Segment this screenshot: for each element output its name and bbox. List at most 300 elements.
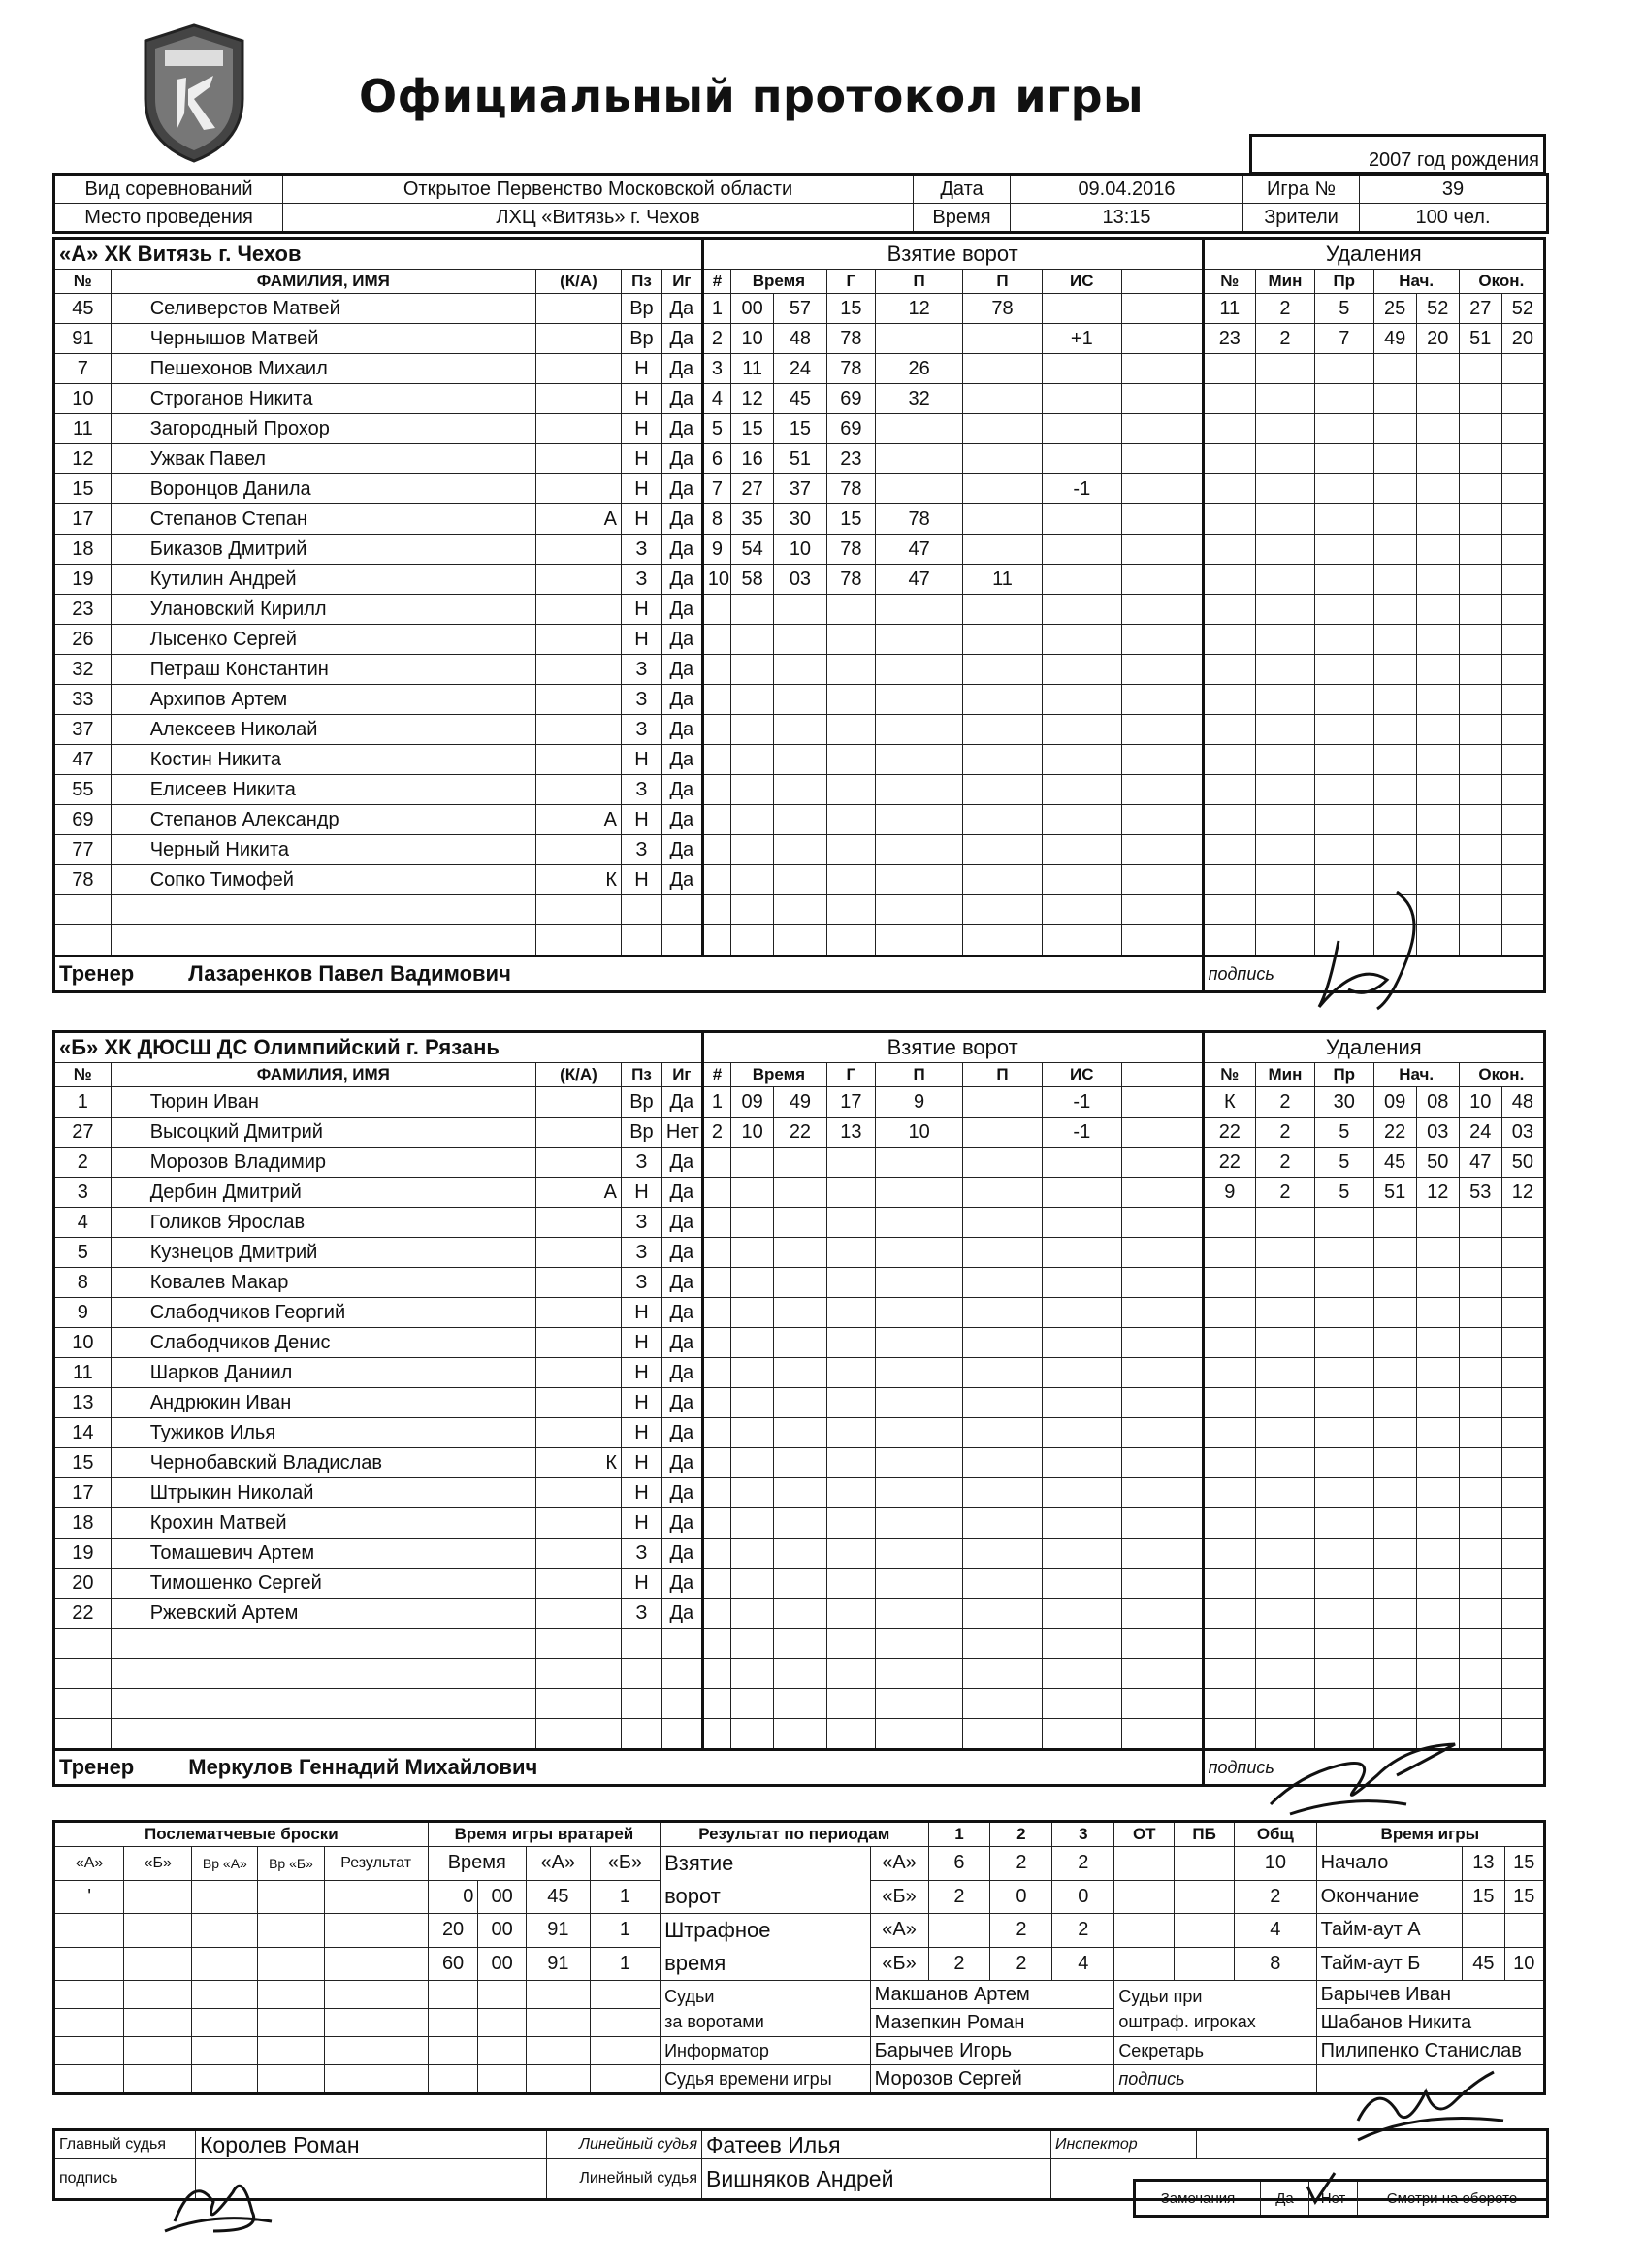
table-row bbox=[54, 775, 1545, 805]
goal-number bbox=[702, 1659, 730, 1689]
penalty-start-min bbox=[1373, 1238, 1416, 1268]
penalty-minutes bbox=[1256, 1358, 1315, 1388]
goal-extra bbox=[1121, 835, 1203, 865]
referee-signature bbox=[155, 2154, 281, 2241]
goal-number bbox=[702, 835, 730, 865]
goal-extra bbox=[1121, 414, 1203, 444]
player-position: Н bbox=[621, 474, 661, 504]
penalty-player bbox=[1203, 1208, 1256, 1238]
col-no: № bbox=[54, 270, 112, 294]
goal-assist-2: 78 bbox=[963, 294, 1043, 324]
player-position: Вр bbox=[621, 324, 661, 354]
player-position: Н bbox=[621, 745, 661, 775]
penalty-end-sec bbox=[1501, 625, 1544, 655]
goal-number bbox=[702, 1208, 730, 1238]
goal-extra bbox=[1121, 294, 1203, 324]
goal-assist-2 bbox=[963, 595, 1043, 625]
penalty-end-min bbox=[1459, 1238, 1501, 1268]
penalty-end-sec bbox=[1501, 1569, 1544, 1599]
pim-b-3: 4 bbox=[1052, 1947, 1114, 1981]
penalty-player bbox=[1203, 835, 1256, 865]
penalty-end-sec bbox=[1501, 444, 1544, 474]
goals-label bbox=[661, 1847, 871, 1914]
goal-assist-2 bbox=[963, 1358, 1043, 1388]
informer-value: Барычев Игорь bbox=[870, 2037, 1114, 2065]
penalty-minutes: 2 bbox=[1256, 294, 1315, 324]
penalty-minutes bbox=[1256, 1448, 1315, 1478]
penalty-start-sec bbox=[1416, 1418, 1459, 1448]
penalty-start-sec bbox=[1416, 655, 1459, 685]
goal-number: 1 bbox=[702, 1087, 730, 1118]
penalty-end-sec bbox=[1501, 595, 1544, 625]
player-name bbox=[111, 1719, 535, 1750]
penalty-end-min bbox=[1459, 835, 1501, 865]
penalty-end-min: 10 bbox=[1459, 1087, 1501, 1118]
penalty-reason bbox=[1314, 1659, 1373, 1689]
penalty-minutes: 2 bbox=[1256, 1118, 1315, 1148]
penalty-reason bbox=[1314, 745, 1373, 775]
player-played bbox=[661, 1689, 702, 1719]
penalty-start-min bbox=[1373, 354, 1416, 384]
remarks-yes: Да bbox=[1261, 2181, 1309, 2217]
penalty-start-min bbox=[1373, 1268, 1416, 1298]
gk-row2-a: 91 bbox=[526, 1914, 590, 1948]
player-position: Н bbox=[621, 1328, 661, 1358]
penalty-start-sec: 20 bbox=[1416, 324, 1459, 354]
goal-situation bbox=[1042, 1328, 1121, 1358]
end-label: Окончание bbox=[1316, 1880, 1463, 1914]
secretary-signature bbox=[1339, 2053, 1513, 2150]
goal-situation bbox=[1042, 1599, 1121, 1629]
penalty-minutes bbox=[1256, 595, 1315, 625]
player-role bbox=[535, 655, 621, 685]
goal-assist-1 bbox=[876, 1268, 963, 1298]
player-played: Да bbox=[661, 1569, 702, 1599]
player-name: Крохин Матвей bbox=[111, 1508, 535, 1539]
penalty-end-min bbox=[1459, 1689, 1501, 1719]
player-position: Н bbox=[621, 1478, 661, 1508]
goal-assist-1 bbox=[876, 1148, 963, 1178]
penalty-minutes bbox=[1256, 715, 1315, 745]
penalty-reason bbox=[1314, 835, 1373, 865]
col-pen-no: № bbox=[1203, 1063, 1256, 1087]
col-play: Иг bbox=[661, 1063, 702, 1087]
player-name: Ужвак Павел bbox=[111, 444, 535, 474]
penalty-end-min bbox=[1459, 474, 1501, 504]
penalty-start-sec bbox=[1416, 504, 1459, 535]
penalty-start-sec bbox=[1416, 1238, 1459, 1268]
player-role bbox=[535, 1388, 621, 1418]
goal-scorer bbox=[826, 1328, 875, 1358]
penalty-player bbox=[1203, 1508, 1256, 1539]
player-role bbox=[535, 414, 621, 444]
goal-minute bbox=[731, 715, 774, 745]
penalty-start-sec bbox=[1416, 835, 1459, 865]
penalty-player bbox=[1203, 1659, 1256, 1689]
player-played: Да bbox=[661, 1298, 702, 1328]
see-back: Смотри на обороте bbox=[1358, 2181, 1548, 2217]
penalty-end-sec bbox=[1501, 1388, 1544, 1418]
goal-number bbox=[702, 1508, 730, 1539]
goal-extra bbox=[1121, 625, 1203, 655]
goal-scorer bbox=[826, 895, 875, 925]
secretary-signature-label: подпись bbox=[1114, 2065, 1316, 2094]
player-position: Вр bbox=[621, 1118, 661, 1148]
table-row bbox=[54, 1418, 1545, 1448]
team-title: «А» ХК Витязь г. Чехов bbox=[54, 239, 703, 270]
goal-second bbox=[774, 595, 827, 625]
goal-situation bbox=[1042, 865, 1121, 895]
goal-number bbox=[702, 1358, 730, 1388]
goal-situation bbox=[1042, 655, 1121, 685]
player-name: Ржевский Артем bbox=[111, 1599, 535, 1629]
goal-minute bbox=[731, 1629, 774, 1659]
penalty-start-sec bbox=[1416, 1208, 1459, 1238]
goal-scorer bbox=[826, 1448, 875, 1478]
goal-assist-1 bbox=[876, 1539, 963, 1569]
penalty-player bbox=[1203, 535, 1256, 565]
penalty-reason bbox=[1314, 1689, 1373, 1719]
goal-assist-2 bbox=[963, 805, 1043, 835]
start-label: Начало bbox=[1316, 1847, 1463, 1881]
penalty-minutes bbox=[1256, 1569, 1315, 1599]
goal-scorer bbox=[826, 625, 875, 655]
penalty-minutes bbox=[1256, 384, 1315, 414]
period-1: 1 bbox=[928, 1822, 990, 1847]
table-row bbox=[54, 1268, 1545, 1298]
player-name: Архипов Артем bbox=[111, 685, 535, 715]
penalty-start-sec bbox=[1416, 444, 1459, 474]
goal-extra bbox=[1121, 354, 1203, 384]
table-row bbox=[54, 1238, 1545, 1268]
table-row bbox=[54, 354, 1545, 384]
penalty-reason bbox=[1314, 444, 1373, 474]
player-number: 69 bbox=[54, 805, 112, 835]
player-role bbox=[535, 925, 621, 956]
goal-situation bbox=[1042, 685, 1121, 715]
goal-situation bbox=[1042, 1719, 1121, 1750]
goal-situation bbox=[1042, 504, 1121, 535]
goal-scorer: 69 bbox=[826, 414, 875, 444]
goal-scorer bbox=[826, 1148, 875, 1178]
penalty-player bbox=[1203, 1629, 1256, 1659]
player-role bbox=[535, 685, 621, 715]
table-row bbox=[54, 294, 1545, 324]
goal-assist-2 bbox=[963, 835, 1043, 865]
penalty-end-sec bbox=[1501, 655, 1544, 685]
penalty-reason bbox=[1314, 1238, 1373, 1268]
goal-situation bbox=[1042, 565, 1121, 595]
penalty-player bbox=[1203, 655, 1256, 685]
penalty-start-min bbox=[1373, 1478, 1416, 1508]
penalty-reason bbox=[1314, 1569, 1373, 1599]
penalty-start-min bbox=[1373, 685, 1416, 715]
penalty-end-sec bbox=[1501, 805, 1544, 835]
goal-minute bbox=[731, 685, 774, 715]
goal-assist-2 bbox=[963, 865, 1043, 895]
goal-extra bbox=[1121, 324, 1203, 354]
penalty-start-min bbox=[1373, 595, 1416, 625]
penalty-end-min bbox=[1459, 1298, 1501, 1328]
pim-a-ot bbox=[1114, 1914, 1175, 1948]
goal-situation bbox=[1042, 1208, 1121, 1238]
penalty-reason bbox=[1314, 384, 1373, 414]
penalty-start-sec: 03 bbox=[1416, 1118, 1459, 1148]
goal-situation bbox=[1042, 1689, 1121, 1719]
pim-b-1: 2 bbox=[928, 1947, 990, 1981]
penalty-end-sec bbox=[1501, 354, 1544, 384]
gk-row3-b: 1 bbox=[590, 1947, 660, 1981]
gk-time-header: Время игры вратарей bbox=[428, 1822, 660, 1847]
player-played: Да bbox=[661, 805, 702, 835]
col-p1: П bbox=[876, 270, 963, 294]
goal-number: 4 bbox=[702, 384, 730, 414]
goal-assist-1 bbox=[876, 715, 963, 745]
penalty-minutes: 2 bbox=[1256, 1087, 1315, 1118]
goal-assist-2 bbox=[963, 414, 1043, 444]
penalty-end-min bbox=[1459, 565, 1501, 595]
goals-label-2: ворот bbox=[664, 1884, 721, 1908]
linesman-1-value: Фатеев Илья bbox=[702, 2130, 1051, 2159]
penalty-minutes bbox=[1256, 1629, 1315, 1659]
goals-b-3: 0 bbox=[1052, 1880, 1114, 1914]
player-role bbox=[535, 1418, 621, 1448]
goal-second bbox=[774, 1448, 827, 1478]
player-role bbox=[535, 895, 621, 925]
player-role bbox=[535, 535, 621, 565]
player-name: Тюрин Иван bbox=[111, 1087, 535, 1118]
penalty-start-sec bbox=[1416, 1508, 1459, 1539]
goal-second bbox=[774, 1599, 827, 1629]
player-played: Да bbox=[661, 775, 702, 805]
goal-situation bbox=[1042, 805, 1121, 835]
coach-a-signature bbox=[1300, 883, 1474, 1019]
penalty-end-sec bbox=[1501, 1448, 1544, 1478]
player-position: Вр bbox=[621, 294, 661, 324]
player-played: Да bbox=[661, 324, 702, 354]
goal-minute bbox=[731, 1268, 774, 1298]
player-played: Да bbox=[661, 384, 702, 414]
penalty-reason bbox=[1314, 715, 1373, 745]
informer-label: Информатор bbox=[661, 2037, 871, 2065]
penalty-end-sec bbox=[1501, 1629, 1544, 1659]
goal-extra bbox=[1121, 384, 1203, 414]
goal-scorer bbox=[826, 1659, 875, 1689]
goal-number: 2 bbox=[702, 324, 730, 354]
goal-number bbox=[702, 1388, 730, 1418]
player-number: 23 bbox=[54, 595, 112, 625]
timeout-a-label: Тайм-аут А bbox=[1316, 1914, 1463, 1948]
penalty-player bbox=[1203, 625, 1256, 655]
goal-extra bbox=[1121, 1328, 1203, 1358]
player-role bbox=[535, 294, 621, 324]
goal-extra bbox=[1121, 1599, 1203, 1629]
goal-second bbox=[774, 1298, 827, 1328]
player-role bbox=[535, 565, 621, 595]
penalty-reason bbox=[1314, 1208, 1373, 1238]
player-name: Елисеев Никита bbox=[111, 775, 535, 805]
goal-number bbox=[702, 865, 730, 895]
penalty-player bbox=[1203, 1238, 1256, 1268]
player-number: 15 bbox=[54, 1448, 112, 1478]
penalty-start-min bbox=[1373, 625, 1416, 655]
goals-b-1: 2 bbox=[928, 1880, 990, 1914]
goal-extra bbox=[1121, 1689, 1203, 1719]
goal-minute: 10 bbox=[731, 1118, 774, 1148]
goal-second: 48 bbox=[774, 324, 827, 354]
goal-situation bbox=[1042, 444, 1121, 474]
goal-minute bbox=[731, 1208, 774, 1238]
goal-minute: 15 bbox=[731, 414, 774, 444]
venue-value: ЛХЦ «Витязь» г. Чехов bbox=[283, 204, 914, 233]
goal-scorer bbox=[826, 1599, 875, 1629]
goal-minute bbox=[731, 835, 774, 865]
goal-extra bbox=[1121, 504, 1203, 535]
goal-situation bbox=[1042, 895, 1121, 925]
penalty-end-sec bbox=[1501, 1268, 1544, 1298]
goal-extra bbox=[1121, 1208, 1203, 1238]
penalty-end-sec bbox=[1501, 1599, 1544, 1629]
table-row bbox=[54, 1328, 1545, 1358]
referee-label: Главный судья bbox=[54, 2130, 196, 2159]
penalty-end-min: 27 bbox=[1459, 294, 1501, 324]
col-start: Нач. bbox=[1373, 270, 1459, 294]
goal-extra bbox=[1121, 715, 1203, 745]
player-played: Да bbox=[661, 1208, 702, 1238]
penalty-start-min bbox=[1373, 1208, 1416, 1238]
penalty-player bbox=[1203, 414, 1256, 444]
coach-row bbox=[54, 956, 1204, 992]
penalty-start-min bbox=[1373, 1508, 1416, 1539]
player-position: Н bbox=[621, 1388, 661, 1418]
penalty-start-min bbox=[1373, 1599, 1416, 1629]
penalty-player bbox=[1203, 1689, 1256, 1719]
penalty-reason bbox=[1314, 565, 1373, 595]
goal-assist-1 bbox=[876, 474, 963, 504]
goal-assist-2 bbox=[963, 444, 1043, 474]
player-name: Сопко Тимофей bbox=[111, 865, 535, 895]
pim-b-ot bbox=[1114, 1947, 1175, 1981]
player-role bbox=[535, 1148, 621, 1178]
penalty-start-sec bbox=[1416, 474, 1459, 504]
penalties-header: Удаления bbox=[1203, 1032, 1544, 1063]
player-name: Тимошенко Сергей bbox=[111, 1569, 535, 1599]
goal-extra bbox=[1121, 565, 1203, 595]
goal-assist-2 bbox=[963, 1508, 1043, 1539]
penalty-start-min bbox=[1373, 1298, 1416, 1328]
penalty-player bbox=[1203, 444, 1256, 474]
penalty-minutes bbox=[1256, 1328, 1315, 1358]
player-number: 10 bbox=[54, 1328, 112, 1358]
penalty-end-min bbox=[1459, 1418, 1501, 1448]
goal-minute bbox=[731, 1238, 774, 1268]
goal-minute: 27 bbox=[731, 474, 774, 504]
goal-number bbox=[702, 1268, 730, 1298]
player-number: 78 bbox=[54, 865, 112, 895]
goal-second bbox=[774, 1328, 827, 1358]
goal-minute: 54 bbox=[731, 535, 774, 565]
goal-minute bbox=[731, 1478, 774, 1508]
goal-assist-1 bbox=[876, 1629, 963, 1659]
goal-situation bbox=[1042, 715, 1121, 745]
penalty-player: 23 bbox=[1203, 324, 1256, 354]
table-row bbox=[54, 1118, 1545, 1148]
pim-a-pb bbox=[1175, 1914, 1235, 1948]
spectators-label: Зрители bbox=[1243, 204, 1360, 233]
penalty-start-min bbox=[1373, 805, 1416, 835]
player-number: 9 bbox=[54, 1298, 112, 1328]
coach-b-signature bbox=[1261, 1736, 1474, 1824]
goal-minute bbox=[731, 1599, 774, 1629]
goal-extra bbox=[1121, 1478, 1203, 1508]
player-played: Да bbox=[661, 1178, 702, 1208]
player-name bbox=[111, 1659, 535, 1689]
col-end: Окон. bbox=[1459, 270, 1544, 294]
penalty-end-min bbox=[1459, 625, 1501, 655]
goal-extra bbox=[1121, 865, 1203, 895]
player-position: Н bbox=[621, 1448, 661, 1478]
penalty-player: 22 bbox=[1203, 1118, 1256, 1148]
penalty-end-sec bbox=[1501, 1298, 1544, 1328]
penalty-minutes bbox=[1256, 1539, 1315, 1569]
player-number: 17 bbox=[54, 1478, 112, 1508]
pim-label-2: время bbox=[664, 1951, 726, 1975]
team-a-section bbox=[52, 237, 1546, 993]
period-ot: ОТ bbox=[1114, 1822, 1175, 1847]
goal-scorer bbox=[826, 595, 875, 625]
penalty-start-sec bbox=[1416, 1358, 1459, 1388]
goal-extra bbox=[1121, 925, 1203, 956]
table-row bbox=[54, 715, 1545, 745]
game-time-header: Время игры bbox=[1316, 1822, 1544, 1847]
player-played bbox=[661, 1659, 702, 1689]
remarks-no-checkmark bbox=[1302, 2169, 1340, 2208]
player-name: Костин Никита bbox=[111, 745, 535, 775]
penalty-end-sec bbox=[1501, 1208, 1544, 1238]
penalty-start-min bbox=[1373, 1358, 1416, 1388]
player-name: Морозов Владимир bbox=[111, 1148, 535, 1178]
goal-extra bbox=[1121, 1298, 1203, 1328]
goals-a-label: «А» bbox=[870, 1847, 928, 1881]
col-empty bbox=[1121, 270, 1203, 294]
goal-scorer bbox=[826, 1418, 875, 1448]
goal-second bbox=[774, 1388, 827, 1418]
goal-scorer bbox=[826, 1539, 875, 1569]
goal-number bbox=[702, 1238, 730, 1268]
goal-assist-1 bbox=[876, 745, 963, 775]
goal-scorer bbox=[826, 655, 875, 685]
penalty-start-sec: 50 bbox=[1416, 1148, 1459, 1178]
penalty-reason: 30 bbox=[1314, 1087, 1373, 1118]
col-min: Мин bbox=[1256, 270, 1315, 294]
penalty-start-sec: 52 bbox=[1416, 294, 1459, 324]
penalty-reason bbox=[1314, 1388, 1373, 1418]
table-row bbox=[54, 655, 1545, 685]
date-value: 09.04.2016 bbox=[1011, 175, 1243, 204]
goal-scorer: 23 bbox=[826, 444, 875, 474]
competition-label: Вид соревнований bbox=[54, 175, 283, 204]
goal-situation bbox=[1042, 775, 1121, 805]
player-played: Да bbox=[661, 1087, 702, 1118]
goal-extra bbox=[1121, 1539, 1203, 1569]
player-role bbox=[535, 1508, 621, 1539]
player-position: Вр bbox=[621, 1087, 661, 1118]
goal-situation bbox=[1042, 1569, 1121, 1599]
goal-second bbox=[774, 1629, 827, 1659]
penalty-end-min: 24 bbox=[1459, 1118, 1501, 1148]
goal-minute bbox=[731, 1508, 774, 1539]
player-played: Да bbox=[661, 655, 702, 685]
